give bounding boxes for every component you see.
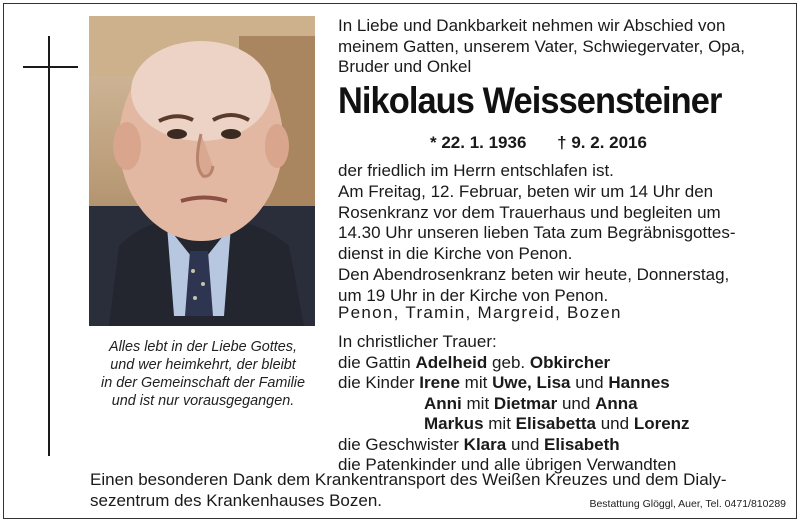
motto-line: und wer heimkehrt, der bleibt (110, 357, 296, 373)
intro-line: meinem Gatten, unserem Vater, Schwiegervater, Opa, (338, 36, 745, 56)
mourners-list (338, 332, 788, 476)
child-name: Markus (424, 414, 484, 433)
child-spouse-name: Dietmar (493, 393, 558, 413)
intro-text (338, 16, 788, 78)
spouse-prefix: die Gattin (338, 352, 411, 372)
godchildren-line: die Patenkinder und alle übrigen Verwandten (338, 455, 677, 474)
with-word: mit (466, 393, 490, 413)
intro-line: Bruder und Onkel (338, 57, 472, 76)
sibling-name: Klara (463, 434, 507, 454)
with-word: mit (464, 373, 488, 392)
child-name: Irene (419, 373, 460, 392)
motto-line: und ist nur vorausgegangen. (111, 393, 295, 409)
intro-line: In Liebe und Dankbarkeit nehmen wir Abschied von (338, 16, 726, 35)
and-word: und (561, 393, 591, 413)
cross-vertical-bar (48, 36, 50, 456)
spouse-maiden-name: Obkircher (529, 352, 611, 372)
undertaker-credit: Bestattung Glöggl, Auer, Tel. 0471/810289 (589, 498, 786, 510)
grandchild-name: Lorenz (633, 414, 690, 433)
siblings-prefix: die Geschwister (338, 434, 459, 454)
deceased-name: Nikolaus Weissensteiner (338, 80, 722, 121)
and-word: und (600, 414, 630, 433)
with-word: mit (488, 414, 511, 433)
and-word: und (575, 373, 604, 392)
birth-date: * 22. 1. 1936 (430, 133, 527, 152)
children-line (338, 394, 788, 415)
children-prefix: die Kinder (338, 373, 415, 392)
spouse-name: Adelheid (415, 352, 488, 372)
spouse-line (338, 353, 788, 374)
child-name: Anni (424, 393, 462, 413)
places-line: Penon, Tramin, Margreid, Bozen (338, 303, 622, 322)
and-word: und (510, 434, 540, 454)
death-date: † 9. 2. 2016 (557, 133, 647, 152)
body-line: um 19 Uhr in der Kirche von Penon. (338, 285, 609, 305)
body-line: dienst in die Kirche von Penon. (338, 244, 573, 264)
thanks-line: sezentrum des Krankenhauses Bozen. (90, 490, 383, 510)
motto-line: Alles lebt in der Liebe Gottes, (109, 339, 297, 355)
portrait-photo (89, 16, 315, 326)
child-spouse-name: Elisabetta (515, 414, 596, 433)
motto-line: in der Gemeinschaft der Familie (101, 375, 305, 391)
mourners-heading: In christlicher Trauer: (338, 332, 497, 351)
body-line: der friedlich im Herrn entschlafen ist. (338, 161, 614, 180)
children-line (338, 373, 788, 394)
announcement-body (338, 161, 788, 307)
portrait-illustration (89, 16, 315, 326)
cross-horizontal-bar (23, 66, 78, 68)
grandchild-name: Hannes (608, 373, 670, 392)
body-line: 14.30 Uhr unseren lieben Tata zum Begräbnisgottes- (338, 223, 736, 243)
spouse-geb: geb. (492, 352, 526, 372)
thanks-line: Einen besonderen Dank dem Krankentransport des Weißen Kreuzes und dem Dialy- (90, 470, 727, 489)
body-line: Rosenkranz vor dem Trauerhaus und begleiten um (338, 202, 721, 222)
children-line (338, 414, 788, 435)
grandchild-name: Anna (595, 393, 638, 413)
siblings-line (338, 435, 788, 456)
motto-quote (86, 338, 320, 410)
child-spouse-name: Uwe, Lisa (492, 373, 571, 392)
sibling-name: Elisabeth (544, 434, 620, 454)
life-dates (430, 133, 647, 153)
body-line: Den Abendrosenkranz beten wir heute, Donnerstag, (338, 264, 730, 284)
body-line: Am Freitag, 12. Februar, beten wir um 14 Uhr den (338, 181, 714, 201)
